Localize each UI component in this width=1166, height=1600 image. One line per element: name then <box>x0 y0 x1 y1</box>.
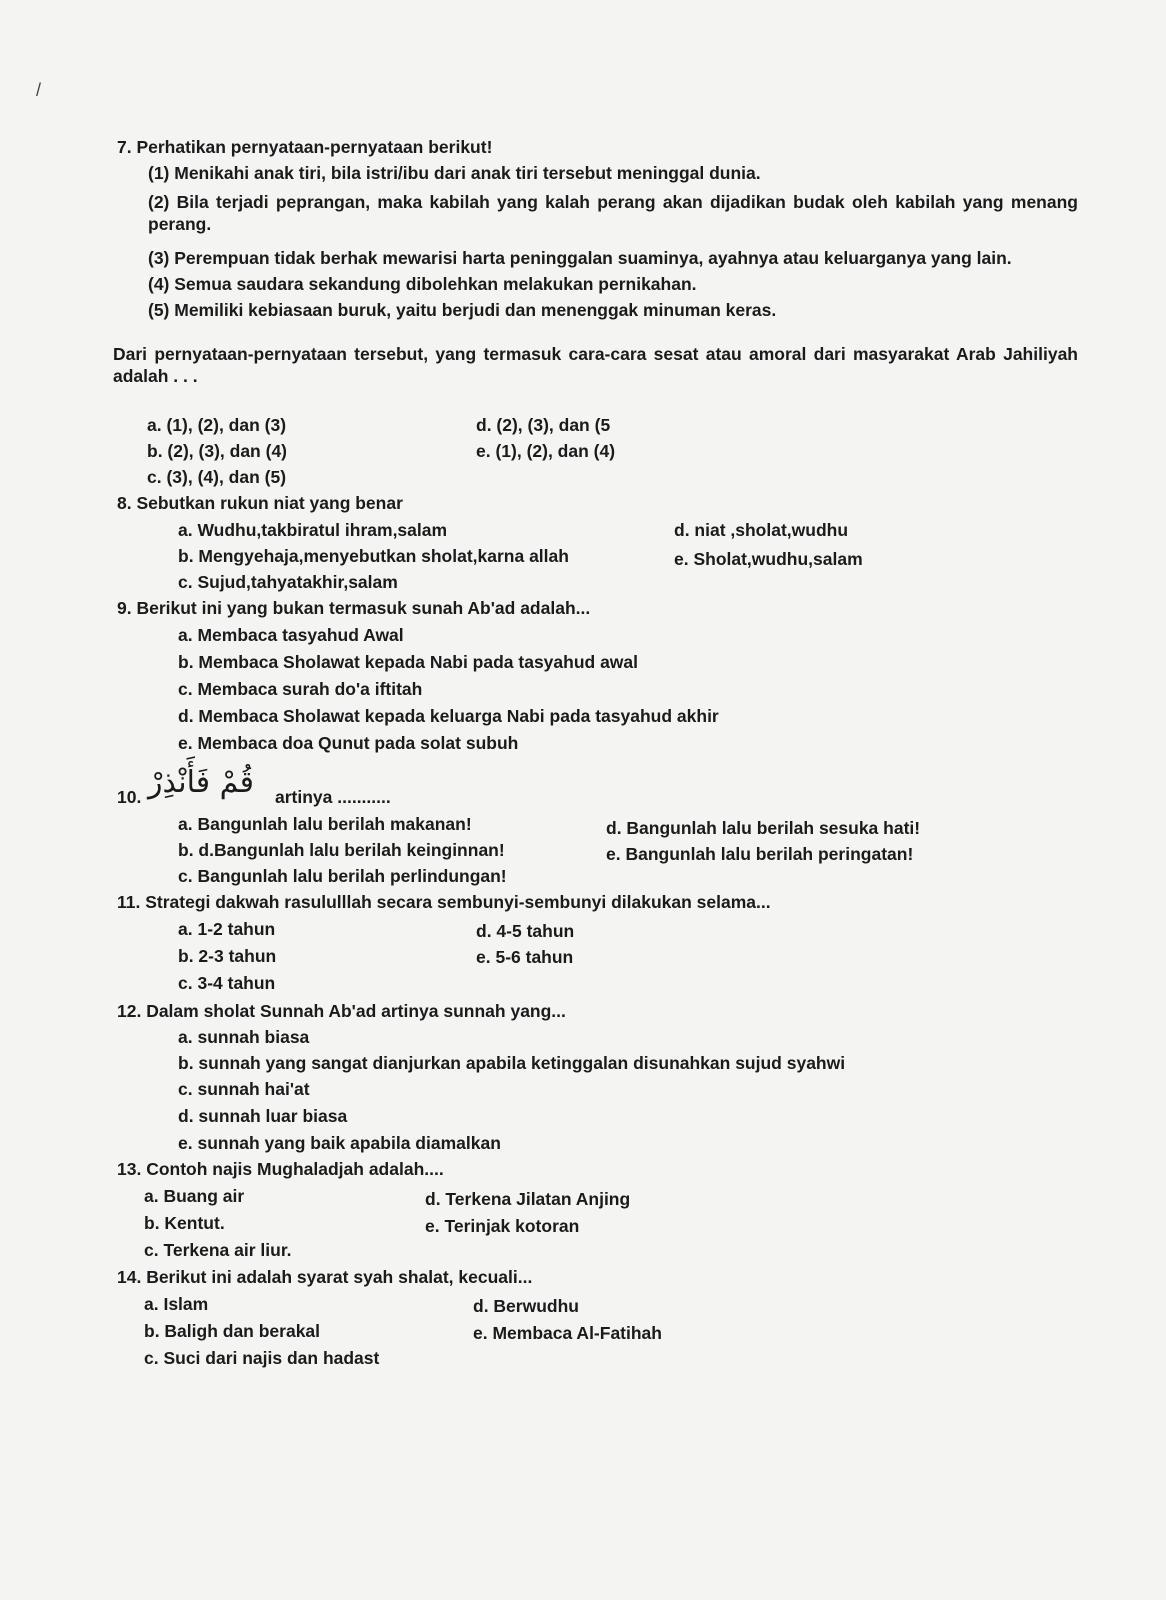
q10-option-a: a. Bangunlah lalu berilah makanan! <box>178 814 472 834</box>
q9-stem: 9. Berikut ini yang bukan termasuk sunah Ab'ad adalah... <box>117 598 591 618</box>
q13-option-d: d. Terkena Jilatan Anjing <box>425 1189 631 1209</box>
q7-option-d: d. (2), (3), dan (5 <box>476 415 611 435</box>
q13-option-c: c. Terkena air liur. <box>144 1240 292 1260</box>
q7-statement-2: (2) Bila terjadi peprangan, maka kabilah yang kalah perang akan dijadikan budak oleh kabilah yang menang perang. <box>148 192 1078 234</box>
q8-option-b: b. Mengyehaja,menyebutkan sholat,karna allah <box>178 546 569 566</box>
q11-option-b: b. 2-3 tahun <box>178 946 277 966</box>
q10-option-e: e. Bangunlah lalu berilah peringatan! <box>606 844 914 864</box>
q7-question: Dari pernyataan-pernyataan tersebut, yang termasuk cara-cara sesat atau amoral dari masyarakat Arab Jahiliyah adalah . . . <box>113 344 1078 386</box>
q12-option-b: b. sunnah yang sangat dianjurkan apabila ketinggalan disunahkan sujud syahwi <box>178 1053 846 1073</box>
q14-stem: 14. Berikut ini adalah syarat syah shalat, kecuali... <box>117 1267 533 1287</box>
q12-option-c: c. sunnah hai'at <box>178 1079 310 1099</box>
q7-statement-1: (1) Menikahi anak tiri, bila istri/ibu dari anak tiri tersebut meninggal dunia. <box>148 163 761 183</box>
q7-stem: 7. Perhatikan pernyataan-pernyataan berikut! <box>117 137 493 157</box>
q13-option-b: b. Kentut. <box>144 1213 225 1233</box>
q13-option-e: e. Terinjak kotoran <box>425 1216 580 1236</box>
q11-option-a: a. 1-2 tahun <box>178 919 276 939</box>
q13-stem: 13. Contoh najis Mughaladjah adalah.... <box>117 1159 444 1179</box>
q10-option-b: b. d.Bangunlah lalu berilah keinginnan! <box>178 840 505 860</box>
q7-option-b: b. (2), (3), dan (4) <box>147 441 287 461</box>
q10-option-c: c. Bangunlah lalu berilah perlindungan! <box>178 866 507 886</box>
q9-option-b: b. Membaca Sholawat kepada Nabi pada tasyahud awal <box>178 652 639 672</box>
q14-option-d: d. Berwudhu <box>473 1296 579 1316</box>
q7-option-c: c. (3), (4), dan (5) <box>147 467 287 487</box>
q11-option-e: e. 5-6 tahun <box>476 947 574 967</box>
q9-option-e: e. Membaca doa Qunut pada solat subuh <box>178 733 519 753</box>
q13-option-a: a. Buang air <box>144 1186 245 1206</box>
q12-stem: 12. Dalam sholat Sunnah Ab'ad artinya sunnah yang... <box>117 1001 566 1021</box>
q8-option-d: d. niat ,sholat,wudhu <box>674 520 849 540</box>
q8-stem: 8. Sebutkan rukun niat yang benar <box>117 493 403 513</box>
q8-option-e: e. Sholat,wudhu,salam <box>674 549 863 569</box>
q7-statement-3: (3) Perempuan tidak berhak mewarisi harta peninggalan suaminya, ayahnya atau keluarganya yang lain. <box>148 248 1012 268</box>
q11-option-d: d. 4-5 tahun <box>476 921 575 941</box>
q8-option-c: c. Sujud,tahyatakhir,salam <box>178 572 398 592</box>
q9-option-c: c. Membaca surah do'a iftitah <box>178 679 423 699</box>
q9-option-d: d. Membaca Sholawat kepada keluarga Nabi pada tasyahud akhir <box>178 706 719 726</box>
q11-stem: 11. Strategi dakwah rasululllah secara sembunyi-sembunyi dilakukan selama... <box>117 892 771 912</box>
q14-option-c: c. Suci dari najis dan hadast <box>144 1348 380 1368</box>
q12-option-a: a. sunnah biasa <box>178 1027 310 1047</box>
q9-option-a: a. Membaca tasyahud Awal <box>178 625 404 645</box>
q12-option-d: d. sunnah luar biasa <box>178 1106 348 1126</box>
q10-number: 10. <box>117 787 142 807</box>
q7-option-a: a. (1), (2), dan (3) <box>147 415 287 435</box>
q10-option-d: d. Bangunlah lalu berilah sesuka hati! <box>606 818 921 838</box>
q7-option-e: e. (1), (2), dan (4) <box>476 441 616 461</box>
q14-option-b: b. Baligh dan berakal <box>144 1321 321 1341</box>
q10-suffix: artinya ........... <box>275 787 391 807</box>
q7-statement-5: (5) Memiliki kebiasaan buruk, yaitu berjudi dan menenggak minuman keras. <box>148 300 777 320</box>
q10-arabic-verse: قُمْ فَأَنْذِرْ <box>148 765 254 800</box>
margin-mark: / <box>36 80 42 100</box>
q8-option-a: a. Wudhu,takbiratul ihram,salam <box>178 520 448 540</box>
q7-statement-4: (4) Semua saudara sekandung dibolehkan melakukan pernikahan. <box>148 274 697 294</box>
q11-option-c: c. 3-4 tahun <box>178 973 276 993</box>
q14-option-e: e. Membaca Al-Fatihah <box>473 1323 662 1343</box>
q12-option-e: e. sunnah yang baik apabila diamalkan <box>178 1133 501 1153</box>
q14-option-a: a. Islam <box>144 1294 209 1314</box>
